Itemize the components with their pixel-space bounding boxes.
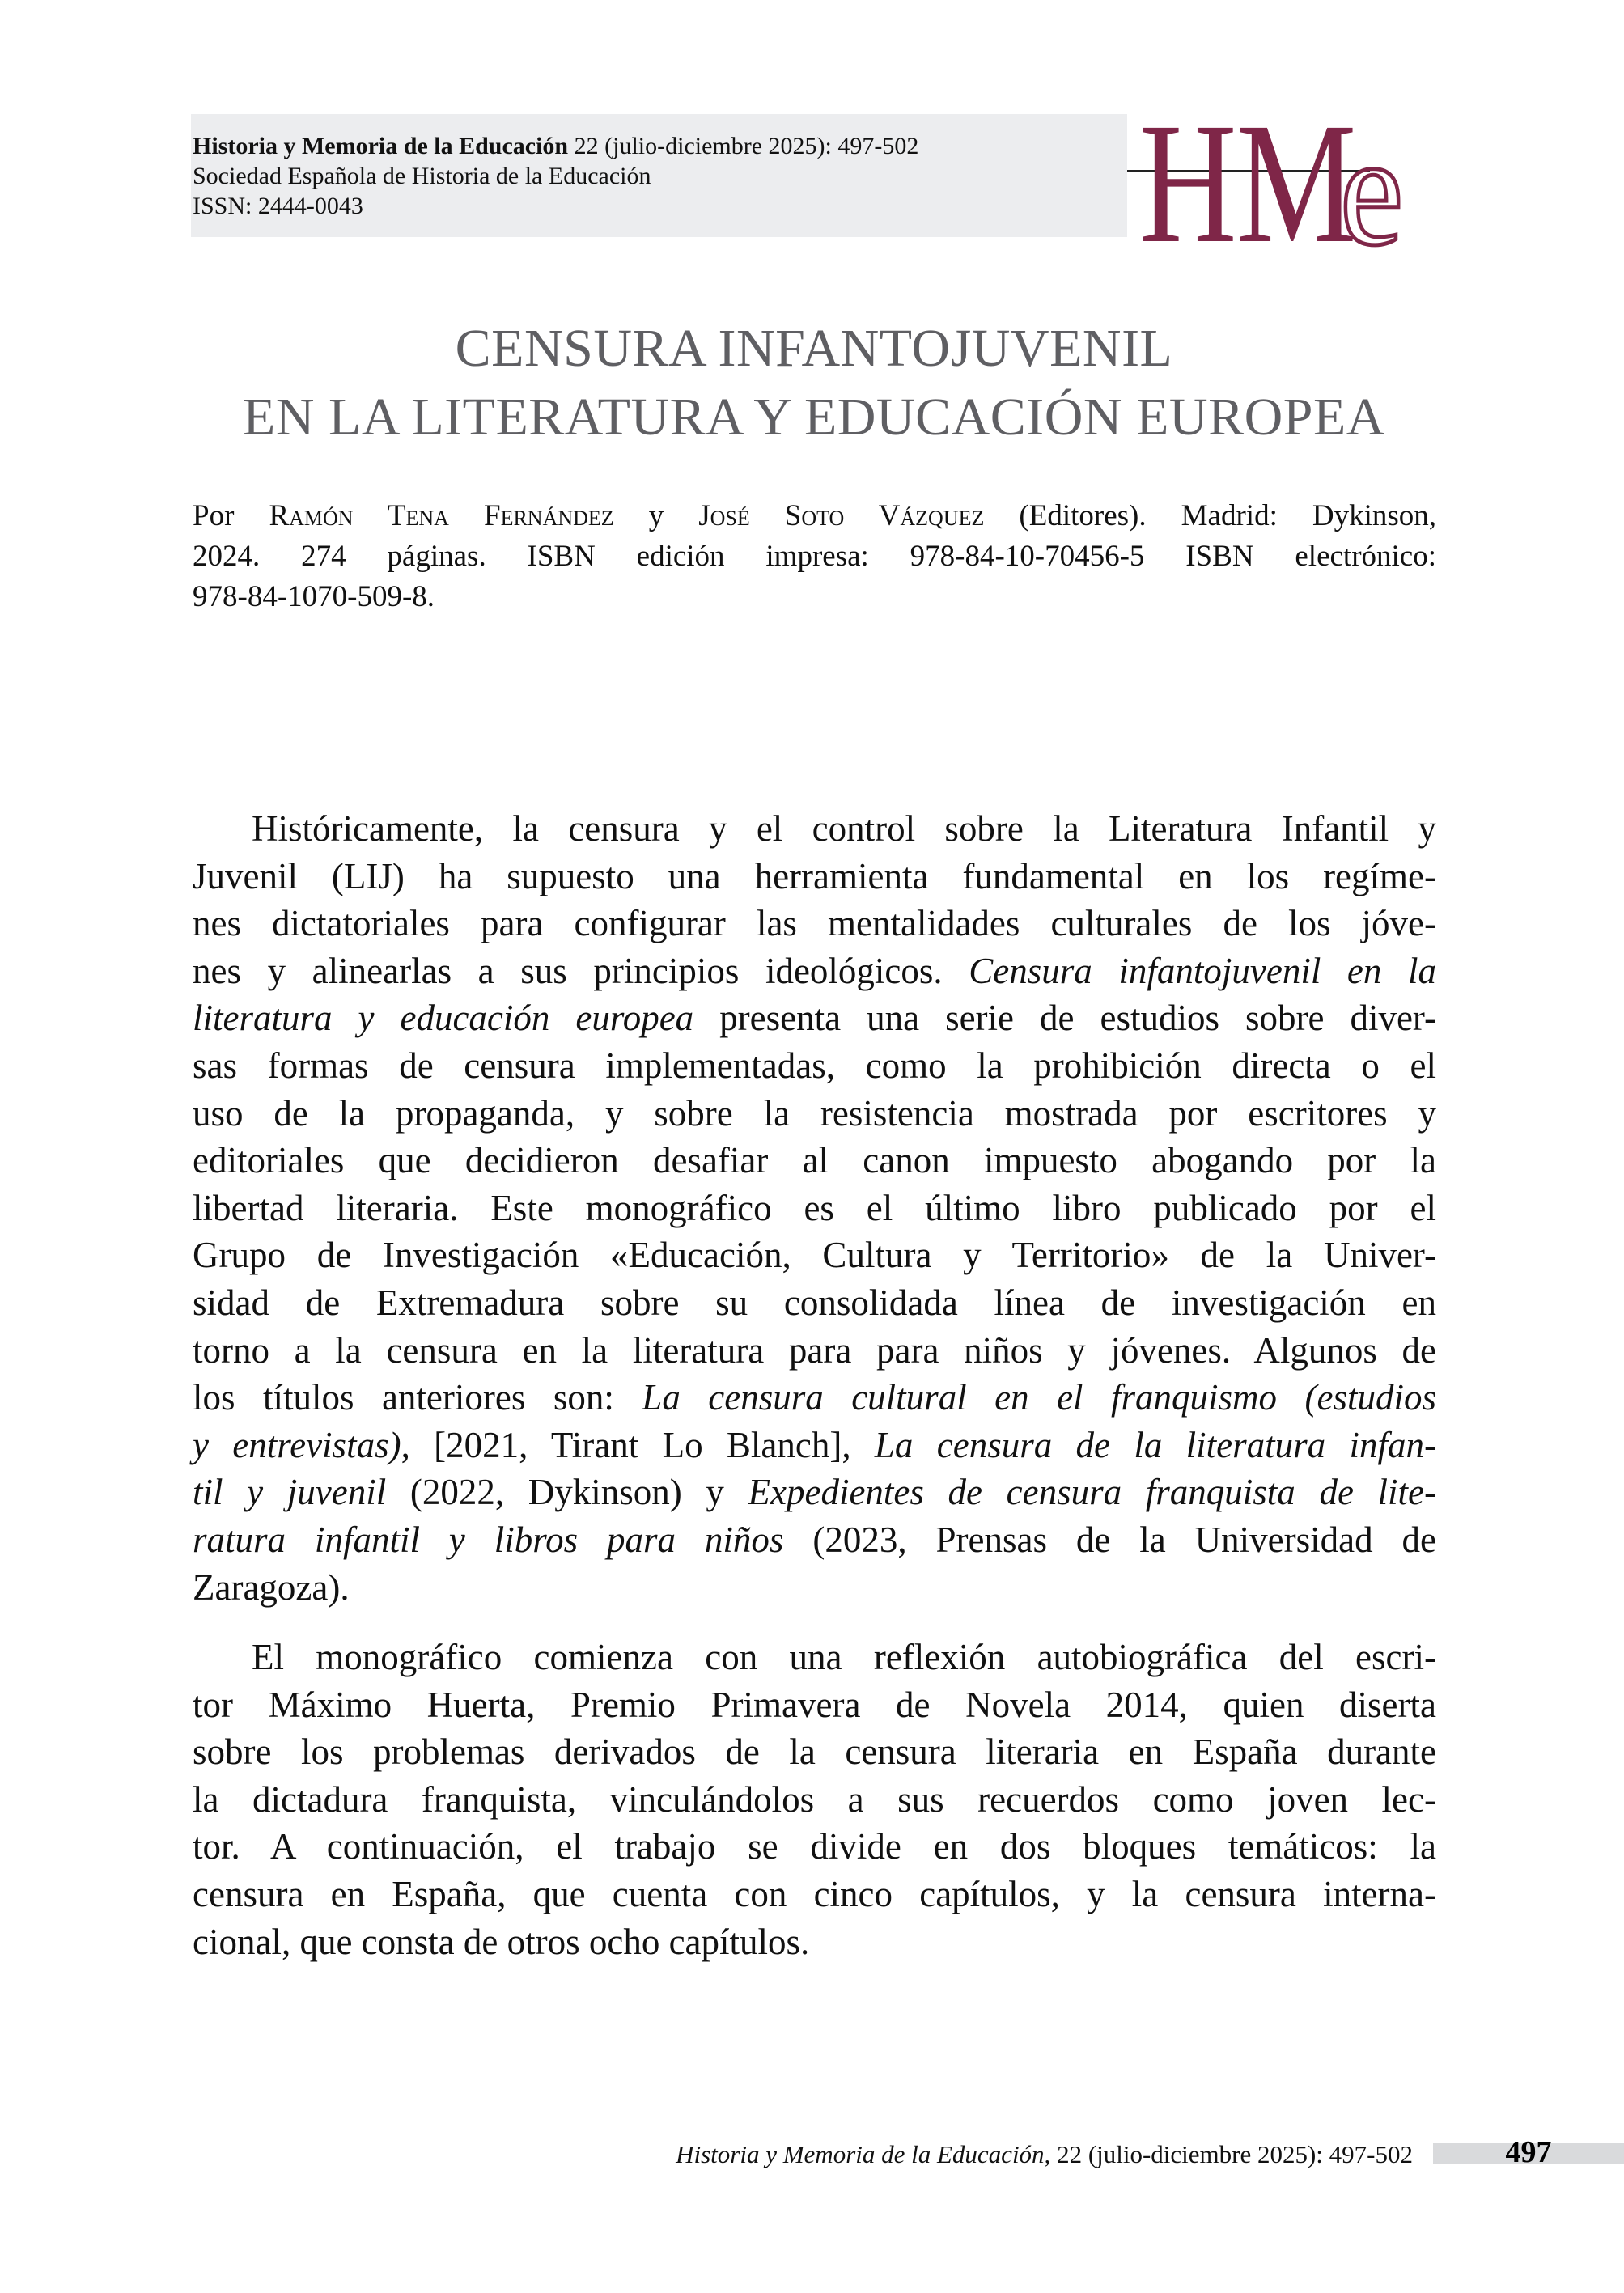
paragraph-1-line: ratura infantil y libros para niños (2023, Prensas de la Universidad de — [193, 1519, 1436, 1560]
paragraph-1-line: torno a la censura en la literatura para para niños y jóvenes. Algunos de — [193, 1329, 1436, 1371]
paragraph-2-line: la dictadura franquista, vinculándolos a sus recuerdos como joven lec- — [193, 1778, 1436, 1820]
italic-title: La censura cultural en el franquismo (estudios — [642, 1377, 1436, 1418]
paragraph-1-line: los títulos anteriores son: La censura cultural en el franquismo (estudios — [193, 1377, 1436, 1418]
journal-issue: 22 (julio-diciembre 2025): 497-502 — [568, 133, 919, 159]
paragraph-2-line: sobre los problemas derivados de la censura literaria en España durante — [193, 1731, 1436, 1773]
paragraph-1-line: sas formas de censura implementadas, como la prohibición directa o el — [193, 1045, 1436, 1086]
page-number: 497 — [1505, 2135, 1552, 2169]
logo-letter-e: e — [1340, 103, 1404, 278]
byline-line-3: 978-84-1070-509-8. — [193, 580, 435, 613]
byline-publisher: (Editores). Madrid: Dykinson, — [984, 499, 1437, 532]
paragraph-2-line: El monográfico comienza con una reflexión autobiográfica del escri- — [252, 1637, 1436, 1677]
italic-title: til y juvenil — [193, 1472, 387, 1513]
byline-por: Por — [193, 499, 269, 532]
paragraph-1-line: nes dictatoriales para configurar las mentalidades culturales de los jóve- — [193, 903, 1436, 944]
article-title-line-1: CENSURA INFANTOJUVENIL — [455, 319, 1173, 378]
editor-1: Ramón Tena Fernández — [269, 499, 614, 532]
byline-conjunction: y — [613, 499, 699, 532]
paragraph-1-line: y entrevistas), [2021, Tirant Lo Blanch], La censura de la literatura infan- — [193, 1424, 1436, 1465]
paragraph-1-line: Grupo de Investigación «Educación, Cultura y Territorio» de la Univer- — [193, 1235, 1436, 1276]
paragraph-2-line: cional, que consta de otros ocho capítulos. — [193, 1921, 810, 1962]
byline-line-2: 2024. 274 páginas. ISBN edición impresa: 978-84-10-70456-5 ISBN electrónico: — [193, 540, 1436, 573]
italic-title: La censura de la literatura infan- — [874, 1424, 1436, 1465]
paragraph-1-line: uso de la propaganda, y sobre la resistencia mostrada por escritores y — [193, 1092, 1436, 1134]
byline-line-1 — [193, 500, 1436, 532]
journal-issn: ISSN: 2444-0043 — [193, 193, 363, 219]
paragraph-1-line: Históricamente, la censura y el control sobre la Literatura Infantil y — [252, 808, 1436, 849]
paragraph-1-line: editoriales que decidieron desafiar al canon impuesto abogando por la — [193, 1140, 1436, 1181]
paragraph-2-line: tor. A continuación, el trabajo se divide en dos bloques temáticos: la — [193, 1826, 1436, 1867]
logo-letter-m: M — [1236, 87, 1357, 279]
paragraph-1-line: Juvenil (LIJ) ha supuesto una herramienta fundamental en los regíme- — [193, 855, 1436, 896]
journal-society: Sociedad Española de Historia de la Educación — [193, 163, 651, 189]
italic-title: literatura y educación europea — [193, 998, 694, 1039]
paragraph-1-line: sidad de Extremadura sobre su consolidada línea de investigación en — [193, 1282, 1436, 1323]
paragraph-1-line: Zaragoza). — [193, 1566, 350, 1608]
paragraph-1-line: literatura y educación europea presenta una serie de estudios sobre diver- — [193, 998, 1436, 1039]
paragraph-2-line: tor Máximo Huerta, Premio Primavera de Novela 2014, quien diserta — [193, 1684, 1436, 1725]
logo-letter-h: H — [1139, 87, 1237, 279]
paragraph-1-line: til y juvenil (2022, Dykinson) y Expedientes de censura franquista de lite- — [193, 1472, 1437, 1513]
italic-title: ratura infantil y libros para niños — [193, 1519, 784, 1560]
paragraph-1-line: libertad literaria. Este monográfico es el último libro publicado por el — [193, 1187, 1436, 1228]
hme-logo — [1139, 87, 1440, 279]
footer-citation — [486, 2140, 1413, 2169]
journal-citation — [193, 134, 918, 159]
italic-title: y entrevistas) — [193, 1424, 401, 1465]
footer-issue: 22 (julio-diciembre 2025): 497-502 — [1050, 2140, 1413, 2168]
paragraph-1-line: nes y alinearlas a sus principios ideológicos. Censura infantojuvenil en la — [193, 950, 1437, 991]
journal-name: Historia y Memoria de la Educación — [193, 133, 569, 159]
italic-title: Censura infantojuvenil en la — [969, 950, 1437, 991]
paragraph-2-line: censura en España, que cuenta con cinco capítulos, y la censura interna- — [193, 1874, 1436, 1914]
footer-journal-name: Historia y Memoria de la Educación, — [676, 2140, 1051, 2168]
italic-title: Expedientes de censura franquista de lite- — [748, 1472, 1437, 1513]
article-title-line-2: EN LA LITERATURA Y EDUCACIÓN EUROPEA — [243, 388, 1385, 447]
editor-2: José Soto Vázquez — [698, 499, 985, 532]
